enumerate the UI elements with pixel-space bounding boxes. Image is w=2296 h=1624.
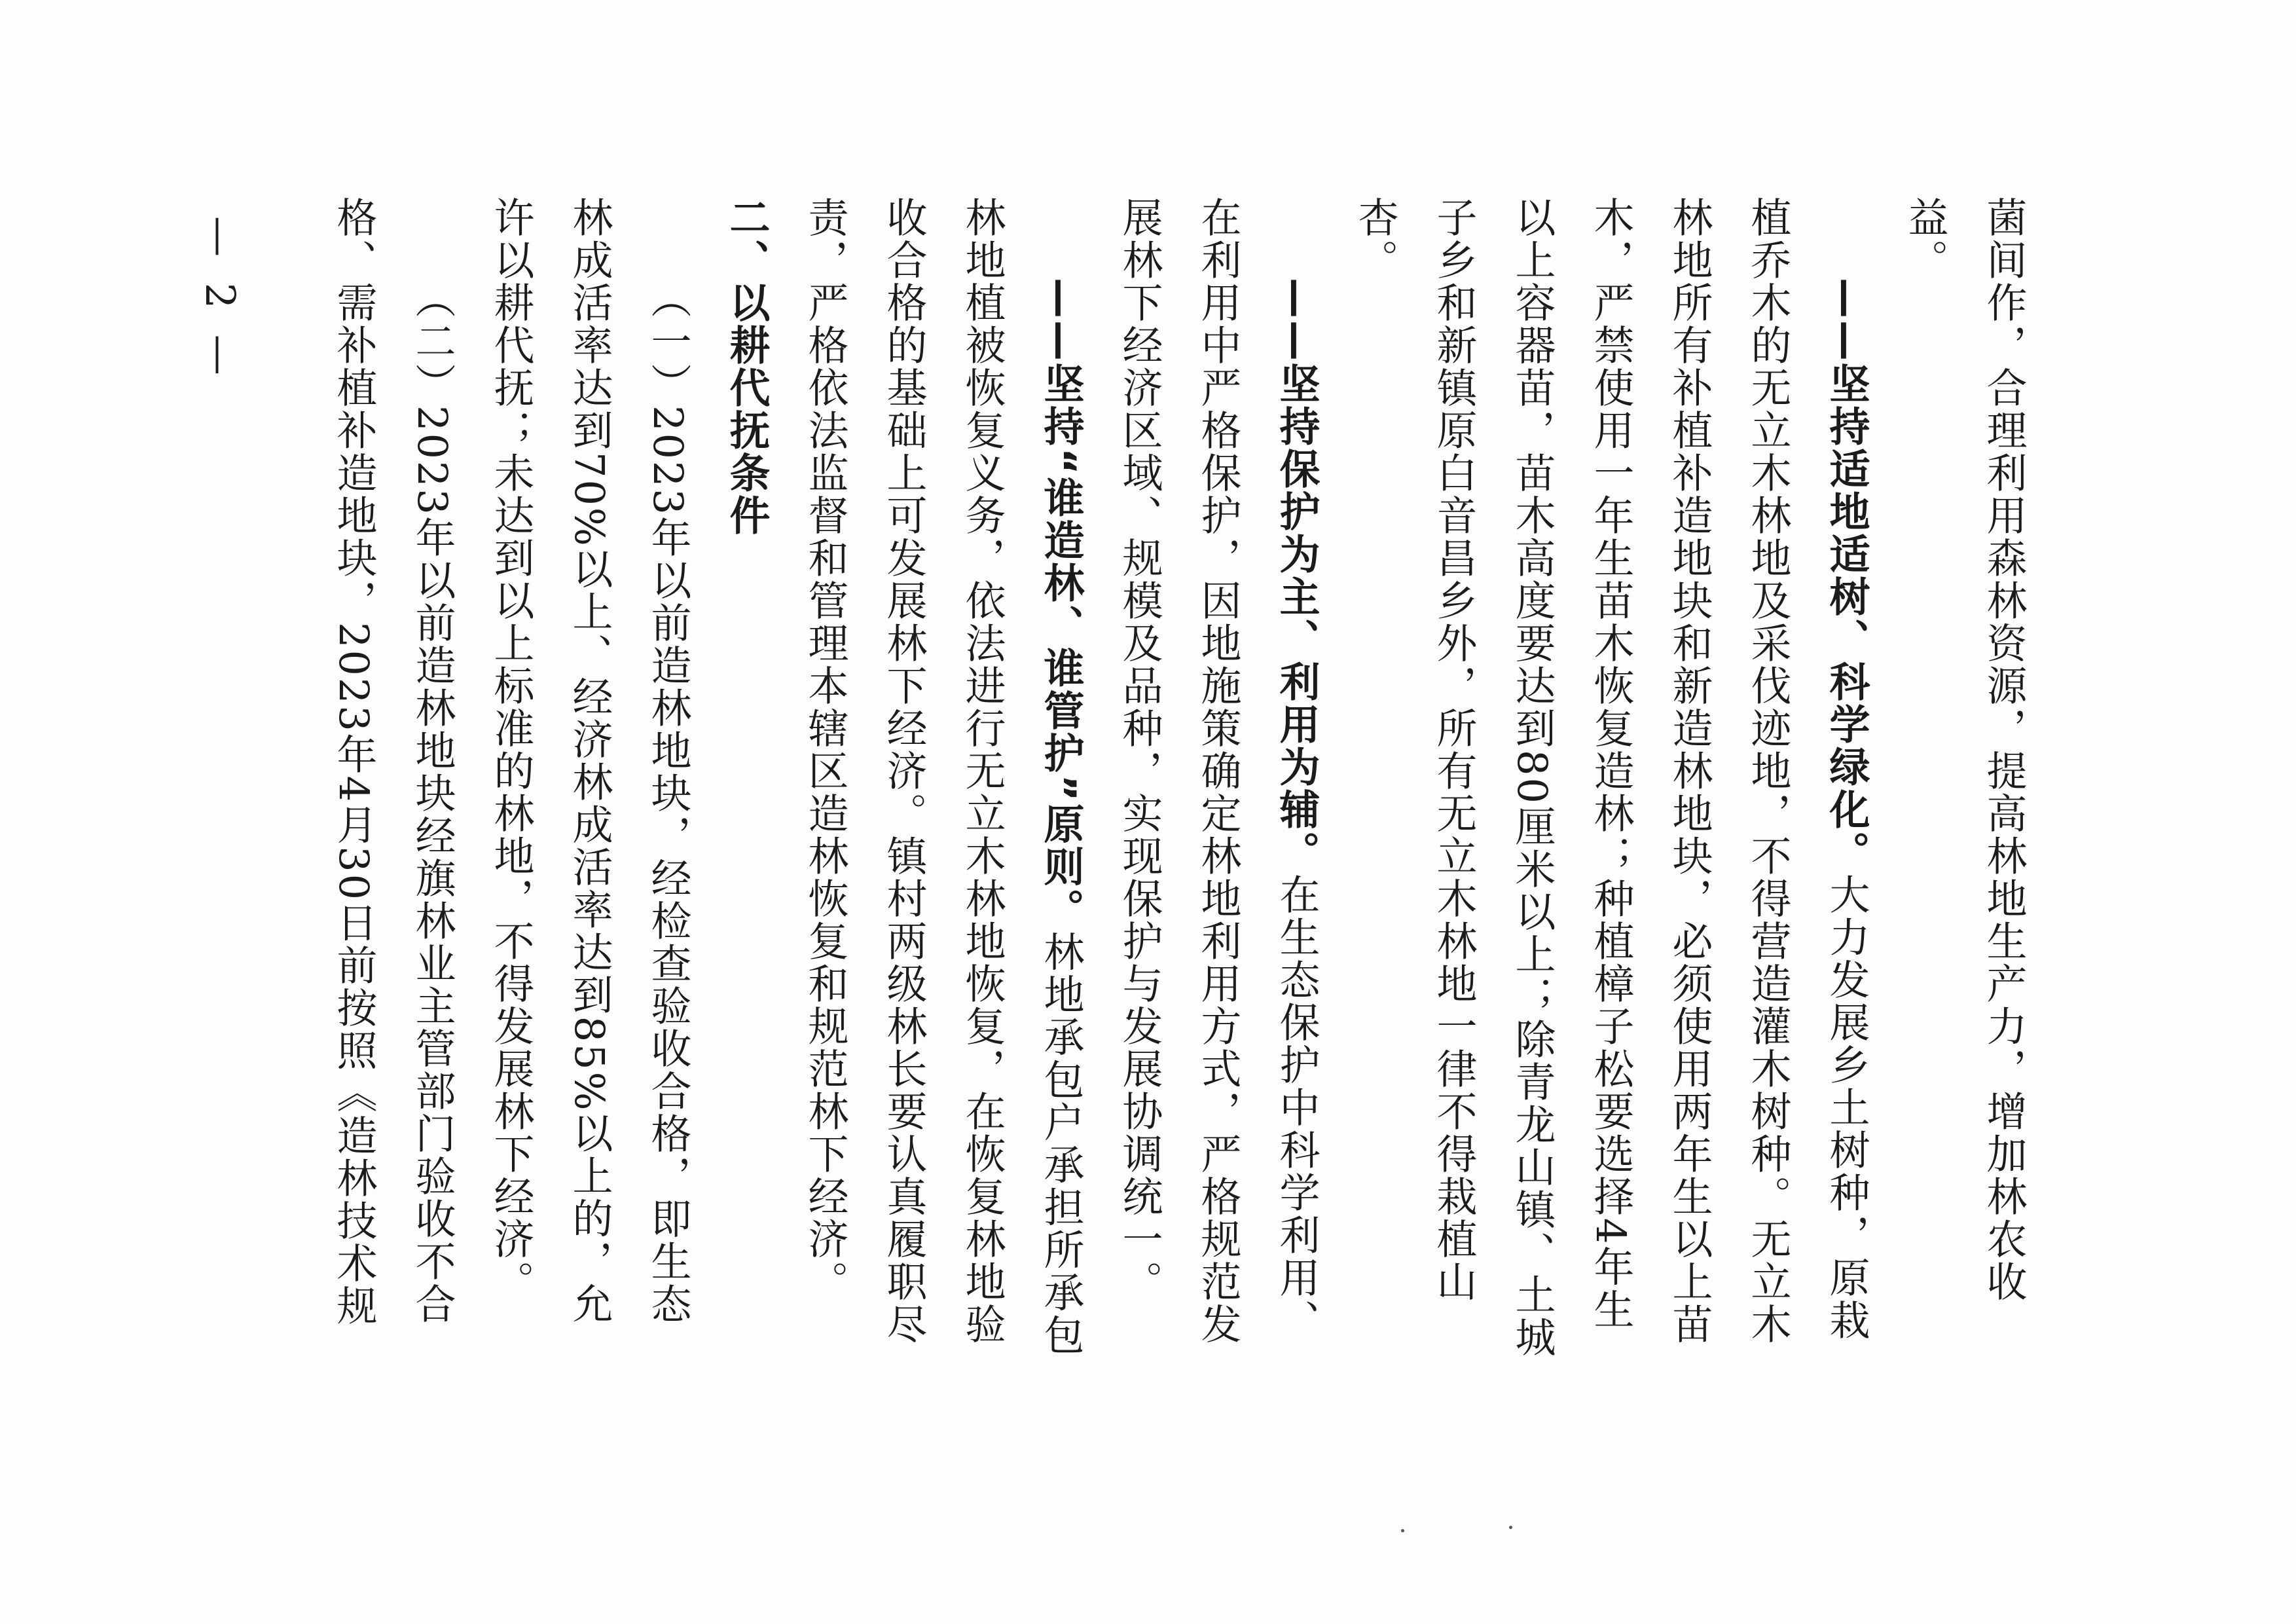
- paragraph-2-text: 大力发展乡土树种，原栽植乔木的无立木林地及采伐迹地，不得营造灌木树种。无立木林地所有补植补造地块和新造林地块，必须使用两年生以上苗木，严禁使用一年生苗木恢复造林；种植樟子松要选择4年生以上容器苗，苗木高度要达到80厘米以上；除青龙山镇、土城子乡和新镇原白音昌乡外，所有无立木林地一律不得栽植山杏。: [1351, 196, 1870, 1359]
- paragraph-4-text: 林地承包户承担所承包林地植被恢复义务，依法进行无立木林地恢复，在恢复林地验收合格的基础上可发展林下经济。镇村两级林长要认真履职尽责，严格依法监督和管理本辖区造林恢复和规范林下经济。: [801, 196, 1085, 1357]
- paragraph-2: [1336, 196, 1886, 1362]
- paragraph-4: [786, 196, 1100, 1362]
- scan-speck: [1509, 1526, 1512, 1529]
- paragraph-4-lead: ——坚持“谁造林、谁管护”原则。: [1037, 278, 1085, 931]
- paragraph-3-lead: ——坚持保护为主、利用为辅。: [1273, 278, 1321, 874]
- paragraph-3-text: 在生态保护中科学利用、在利用中严格保护，因地施策确定林地利用方式，严格规范发展林下经济区域、规模及品种，实现保护与发展协调统一。: [1116, 196, 1321, 1346]
- page-number: — 2 —: [196, 216, 244, 382]
- document-body: [314, 196, 2043, 1362]
- paragraph-3: [1100, 196, 1336, 1362]
- paragraph-1: 菌间作，合理利用森林资源，提高林地生产力，增加林农收益。: [1901, 196, 2028, 1303]
- scan-speck: [1401, 1529, 1404, 1532]
- paragraph-6: （二）2023年以前造林地块经旗林业主管部门验收不合格、需补植补造地块，2023年4月30日前按照《造林技术规: [330, 196, 456, 1328]
- paragraph-2-lead: ——坚持适地适树、科学绿化。: [1823, 278, 1870, 874]
- section-heading: 二、以耕代抚条件: [723, 196, 771, 537]
- paragraph-5: （一）2023年以前造林地块，经检查验收合格，即生态林成活率达到70%以上、经济林成活率达到85%以上的，允许以耕代抚；未达到以上标准的林地，不得发展林下经济。: [487, 196, 692, 1325]
